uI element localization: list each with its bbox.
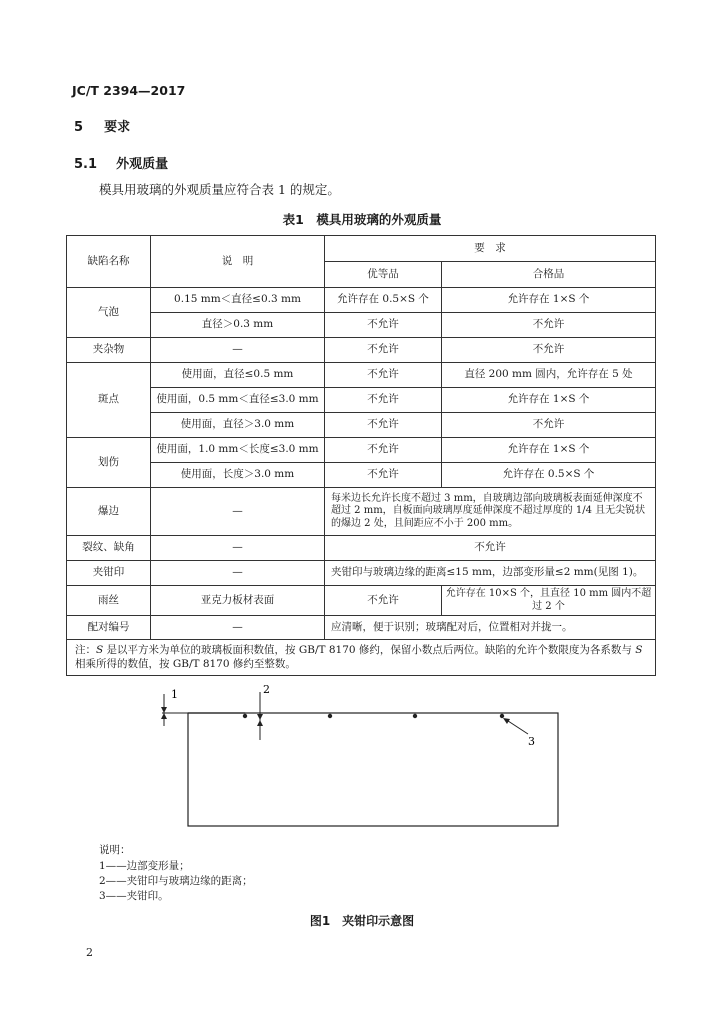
legend-item: 2——夹钳印与玻璃边缘的距离； — [99, 875, 253, 887]
note-symbol: S — [635, 644, 643, 657]
subsection-heading — [74, 153, 168, 172]
header-qualified-grade: 合格品 — [442, 262, 656, 288]
arrow-1-down — [161, 707, 167, 713]
defect-name-cell: 夹钳印 — [67, 561, 151, 586]
requirement-cell: 每米边长允许长度不超过 3 mm，自玻璃边部向玻璃板表面延伸深度不超过 2 mm，自板面向玻璃厚度延伸深度不超过厚度的 1/4 且无尖锐状的爆边 2 处，且间距应不小于 200 mm。 — [325, 488, 656, 536]
description-cell: 亚克力板材表面 — [151, 586, 325, 616]
callout-3: 3 — [528, 735, 535, 748]
section-heading — [74, 116, 130, 135]
appearance-quality-table — [66, 235, 656, 676]
table-row — [67, 363, 656, 388]
header-superior-grade: 优等品 — [325, 262, 442, 288]
arrow-1-up — [161, 713, 167, 719]
header-requirements: 要 求 — [325, 236, 656, 262]
callout-1: 1 — [171, 688, 178, 701]
qualified-grade-cell: 允许存在 1×S 个 — [442, 388, 656, 413]
defect-name-cell: 雨丝 — [67, 586, 151, 616]
description-cell: 使用面，直径＞3.0 mm — [151, 413, 325, 438]
defect-name-cell: 斑点 — [67, 363, 151, 438]
subsection-number: 5.1 — [74, 157, 98, 172]
tong-mark — [413, 714, 417, 718]
arrow-2-down — [257, 714, 263, 720]
table-title: 表1 模具用玻璃的外观质量 — [282, 212, 442, 227]
legend-title: 说明： — [99, 844, 131, 856]
description-cell: — — [151, 561, 325, 586]
defect-name-cell: 裂纹、缺角 — [67, 536, 151, 561]
legend-item: 1——边部变形量； — [99, 860, 190, 872]
qualified-grade-cell: 直径 200 mm 圆内，允许存在 5 处 — [442, 363, 656, 388]
defect-name-cell: 配对编号 — [67, 616, 151, 640]
legend-item: 3——夹钳印。 — [99, 890, 169, 902]
superior-grade-cell: 不允许 — [325, 438, 442, 463]
description-cell: — — [151, 616, 325, 640]
superior-grade-cell: 不允许 — [325, 586, 442, 616]
table-row — [67, 288, 656, 313]
superior-grade-cell: 不允许 — [325, 338, 442, 363]
superior-grade-cell: 不允许 — [325, 313, 442, 338]
tong-mark — [328, 714, 332, 718]
description-cell: 直径＞0.3 mm — [151, 313, 325, 338]
table-row — [67, 313, 656, 338]
qualified-grade-cell: 允许存在 1×S 个 — [442, 288, 656, 313]
qualified-grade-cell: 不允许 — [442, 313, 656, 338]
note-label: 注： — [75, 644, 96, 657]
section-title: 要求 — [104, 120, 131, 135]
qualified-grade-cell: 允许存在 1×S 个 — [442, 438, 656, 463]
table-row — [67, 536, 656, 561]
arrow-2-up — [257, 720, 263, 726]
table-row — [67, 561, 656, 586]
requirement-cell: 不允许 — [325, 536, 656, 561]
defect-name-cell: 划伤 — [67, 438, 151, 488]
qualified-grade-cell: 不允许 — [442, 338, 656, 363]
document-code: JC/T 2394—2017 — [72, 83, 186, 98]
callout-2: 2 — [263, 683, 270, 696]
table-header-row — [67, 236, 656, 262]
description-cell: 使用面，0.5 mm＜直径≤3.0 mm — [151, 388, 325, 413]
table-row — [67, 586, 656, 616]
table-row — [67, 616, 656, 640]
note-text: 相乘所得的数值，按 GB/T 8170 修约至整数。 — [75, 657, 296, 670]
table-note — [67, 640, 656, 676]
superior-grade-cell: 不允许 — [325, 388, 442, 413]
figure-title: 图1 夹钳印示意图 — [309, 914, 415, 928]
tong-mark — [500, 714, 504, 718]
table-row — [67, 413, 656, 438]
table-row — [67, 388, 656, 413]
description-cell: — — [151, 536, 325, 561]
table-note-row — [67, 640, 656, 676]
qualified-grade-cell: 允许存在 0.5×S 个 — [442, 463, 656, 488]
qualified-grade-cell: 不允许 — [442, 413, 656, 438]
table-row — [67, 338, 656, 363]
page-number: 2 — [86, 946, 93, 959]
header-defect-name: 缺陷名称 — [67, 236, 151, 288]
defect-name-cell: 夹杂物 — [67, 338, 151, 363]
description-cell: 使用面，1.0 mm＜长度≤3.0 mm — [151, 438, 325, 463]
description-cell: 使用面，长度＞3.0 mm — [151, 463, 325, 488]
requirement-cell: 夹钳印与玻璃边缘的距离≤15 mm，边部变形量≤2 mm(见图 1)。 — [325, 561, 656, 586]
description-cell: — — [151, 338, 325, 363]
description-cell: — — [151, 488, 325, 536]
tong-mark-diagram — [150, 682, 570, 832]
superior-grade-cell: 不允许 — [325, 413, 442, 438]
table-row — [67, 488, 656, 536]
qualified-grade-cell: 允许存在 10×S 个，且直径 10 mm 圆内不超过 2 个 — [442, 586, 656, 616]
note-text: 是以平方米为单位的玻璃板面积数值，按 GB/T 8170 修约，保留小数点后两位。缺陷的允许个数限度为各系数与 — [103, 644, 636, 657]
section-number: 5 — [74, 120, 84, 135]
note-symbol: S — [96, 644, 104, 657]
subsection-title: 外观质量 — [116, 157, 169, 172]
tong-mark — [243, 714, 247, 718]
glass-plate-outline — [188, 713, 558, 826]
table-row — [67, 438, 656, 463]
defect-name-cell: 气泡 — [67, 288, 151, 338]
superior-grade-cell: 允许存在 0.5×S 个 — [325, 288, 442, 313]
superior-grade-cell: 不允许 — [325, 463, 442, 488]
description-cell: 0.15 mm＜直径≤0.3 mm — [151, 288, 325, 313]
superior-grade-cell: 不允许 — [325, 363, 442, 388]
defect-name-cell: 爆边 — [67, 488, 151, 536]
table-row — [67, 463, 656, 488]
body-paragraph: 模具用玻璃的外观质量应符合表 1 的规定。 — [99, 182, 340, 197]
requirement-cell: 应清晰，便于识别；玻璃配对后，位置相对并拢一。 — [325, 616, 656, 640]
description-cell: 使用面，直径≤0.5 mm — [151, 363, 325, 388]
header-description: 说 明 — [151, 236, 325, 288]
